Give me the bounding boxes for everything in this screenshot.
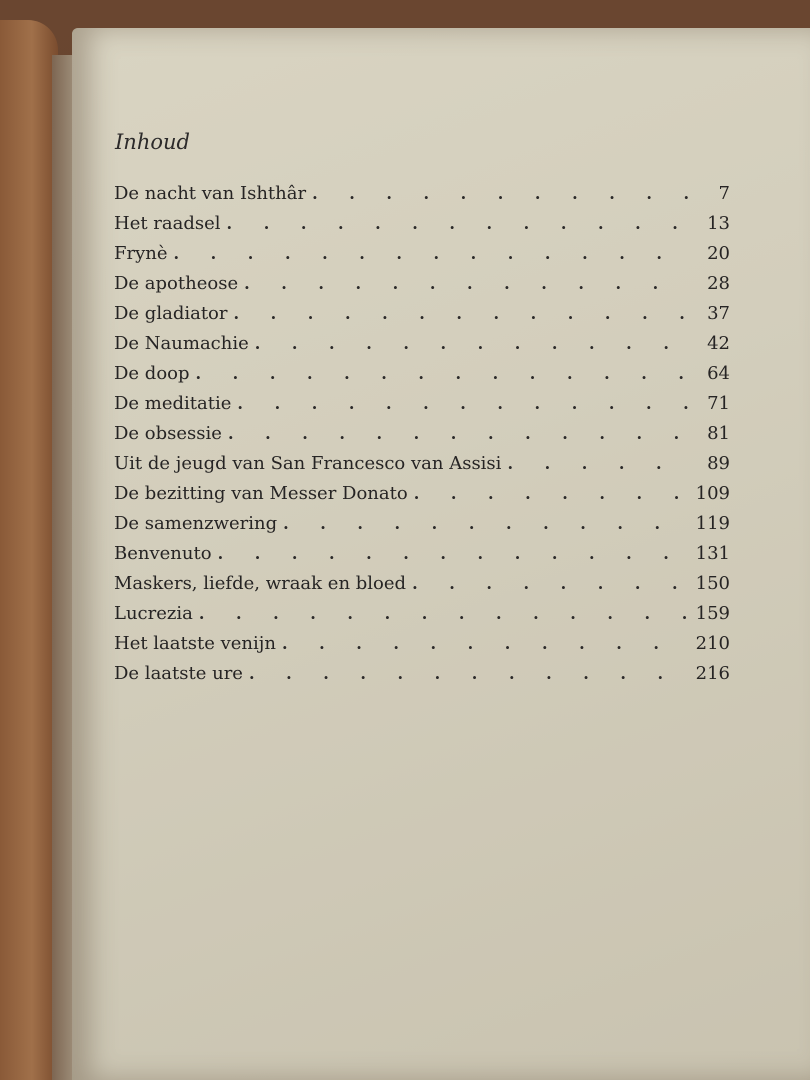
toc-entry-leader (227, 214, 688, 233)
toc-entry-page: 20 (707, 243, 730, 264)
toc-entry (114, 393, 730, 423)
toc-entry (114, 333, 730, 363)
toc-entry-leader (218, 544, 688, 563)
toc-entry (114, 273, 730, 303)
toc-entry-title: Maskers, liefde, wraak en bloed (114, 573, 407, 594)
toc-entry-title: Uit de jeugd van San Francesco van Assisi (114, 453, 502, 474)
toc-entry-leader (174, 244, 688, 263)
toc-entry-page: 216 (695, 663, 730, 684)
toc-entry-leader (412, 574, 688, 593)
toc-entry-title: Het raadsel (114, 213, 221, 234)
toc-entry-leader (249, 664, 688, 683)
toc-entry-page: 81 (707, 423, 730, 444)
toc-entry-page: 42 (707, 333, 730, 354)
toc-entry-title: Lucrezia (114, 603, 193, 624)
toc-entry-page: 13 (707, 213, 730, 234)
toc-entry (114, 183, 730, 213)
toc-entry-title: De nacht van Ishthâr (114, 183, 307, 204)
table-of-contents (114, 183, 730, 693)
toc-entry (114, 483, 730, 513)
toc-entry-page: 64 (707, 363, 730, 384)
toc-entry-title: De laatste ure (114, 663, 243, 684)
toc-entry (114, 213, 730, 243)
toc-entry-leader (414, 484, 688, 503)
toc-entry-title: De gladiator (114, 303, 228, 324)
toc-entry (114, 663, 730, 693)
toc-entry-leader (228, 424, 688, 443)
toc-entry-leader (196, 364, 688, 383)
toc-entry (114, 423, 730, 453)
toc-entry-leader (234, 304, 688, 323)
toc-entry-leader (255, 334, 688, 353)
toc-heading: Inhoud (115, 130, 190, 154)
toc-entry-title: Benvenuto (114, 543, 212, 564)
toc-entry-page: 150 (695, 573, 730, 594)
toc-entry-page: 89 (707, 453, 730, 474)
toc-entry (114, 303, 730, 333)
toc-entry-page: 28 (707, 273, 730, 294)
toc-entry-leader (237, 394, 688, 413)
toc-entry-leader (312, 184, 688, 203)
toc-entry-title: De doop (114, 363, 190, 384)
toc-entry-title: De obsessie (114, 423, 222, 444)
toc-entry-leader (199, 604, 688, 623)
toc-entry-leader (283, 514, 688, 533)
toc-entry-page: 71 (707, 393, 730, 414)
toc-entry (114, 543, 730, 573)
toc-entry-title: Frynè (114, 243, 168, 264)
toc-entry-title: De apotheose (114, 273, 239, 294)
toc-entry-page: 7 (718, 183, 730, 204)
toc-entry-title: De Naumachie (114, 333, 249, 354)
toc-entry-title: Het laatste venijn (114, 633, 276, 654)
toc-entry-page: 119 (695, 513, 730, 534)
toc-entry (114, 453, 730, 483)
toc-entry-leader (244, 274, 688, 293)
toc-entry (114, 363, 730, 393)
toc-entry-page: 37 (707, 303, 730, 324)
toc-entry-page: 210 (695, 633, 730, 654)
toc-entry-page: 109 (695, 483, 730, 504)
toc-entry-page: 159 (695, 603, 730, 624)
toc-entry (114, 573, 730, 603)
toc-entry (114, 633, 730, 663)
toc-entry-page: 131 (695, 543, 730, 564)
toc-entry (114, 243, 730, 273)
toc-entry (114, 513, 730, 543)
toc-entry (114, 603, 730, 633)
toc-entry-leader (507, 454, 688, 473)
toc-entry-title: De meditatie (114, 393, 232, 414)
toc-entry-title: De samenzwering (114, 513, 278, 534)
book-cover-edge (0, 20, 58, 1080)
toc-entry-title: De bezitting van Messer Donato (114, 483, 408, 504)
toc-entry-leader (282, 634, 688, 653)
